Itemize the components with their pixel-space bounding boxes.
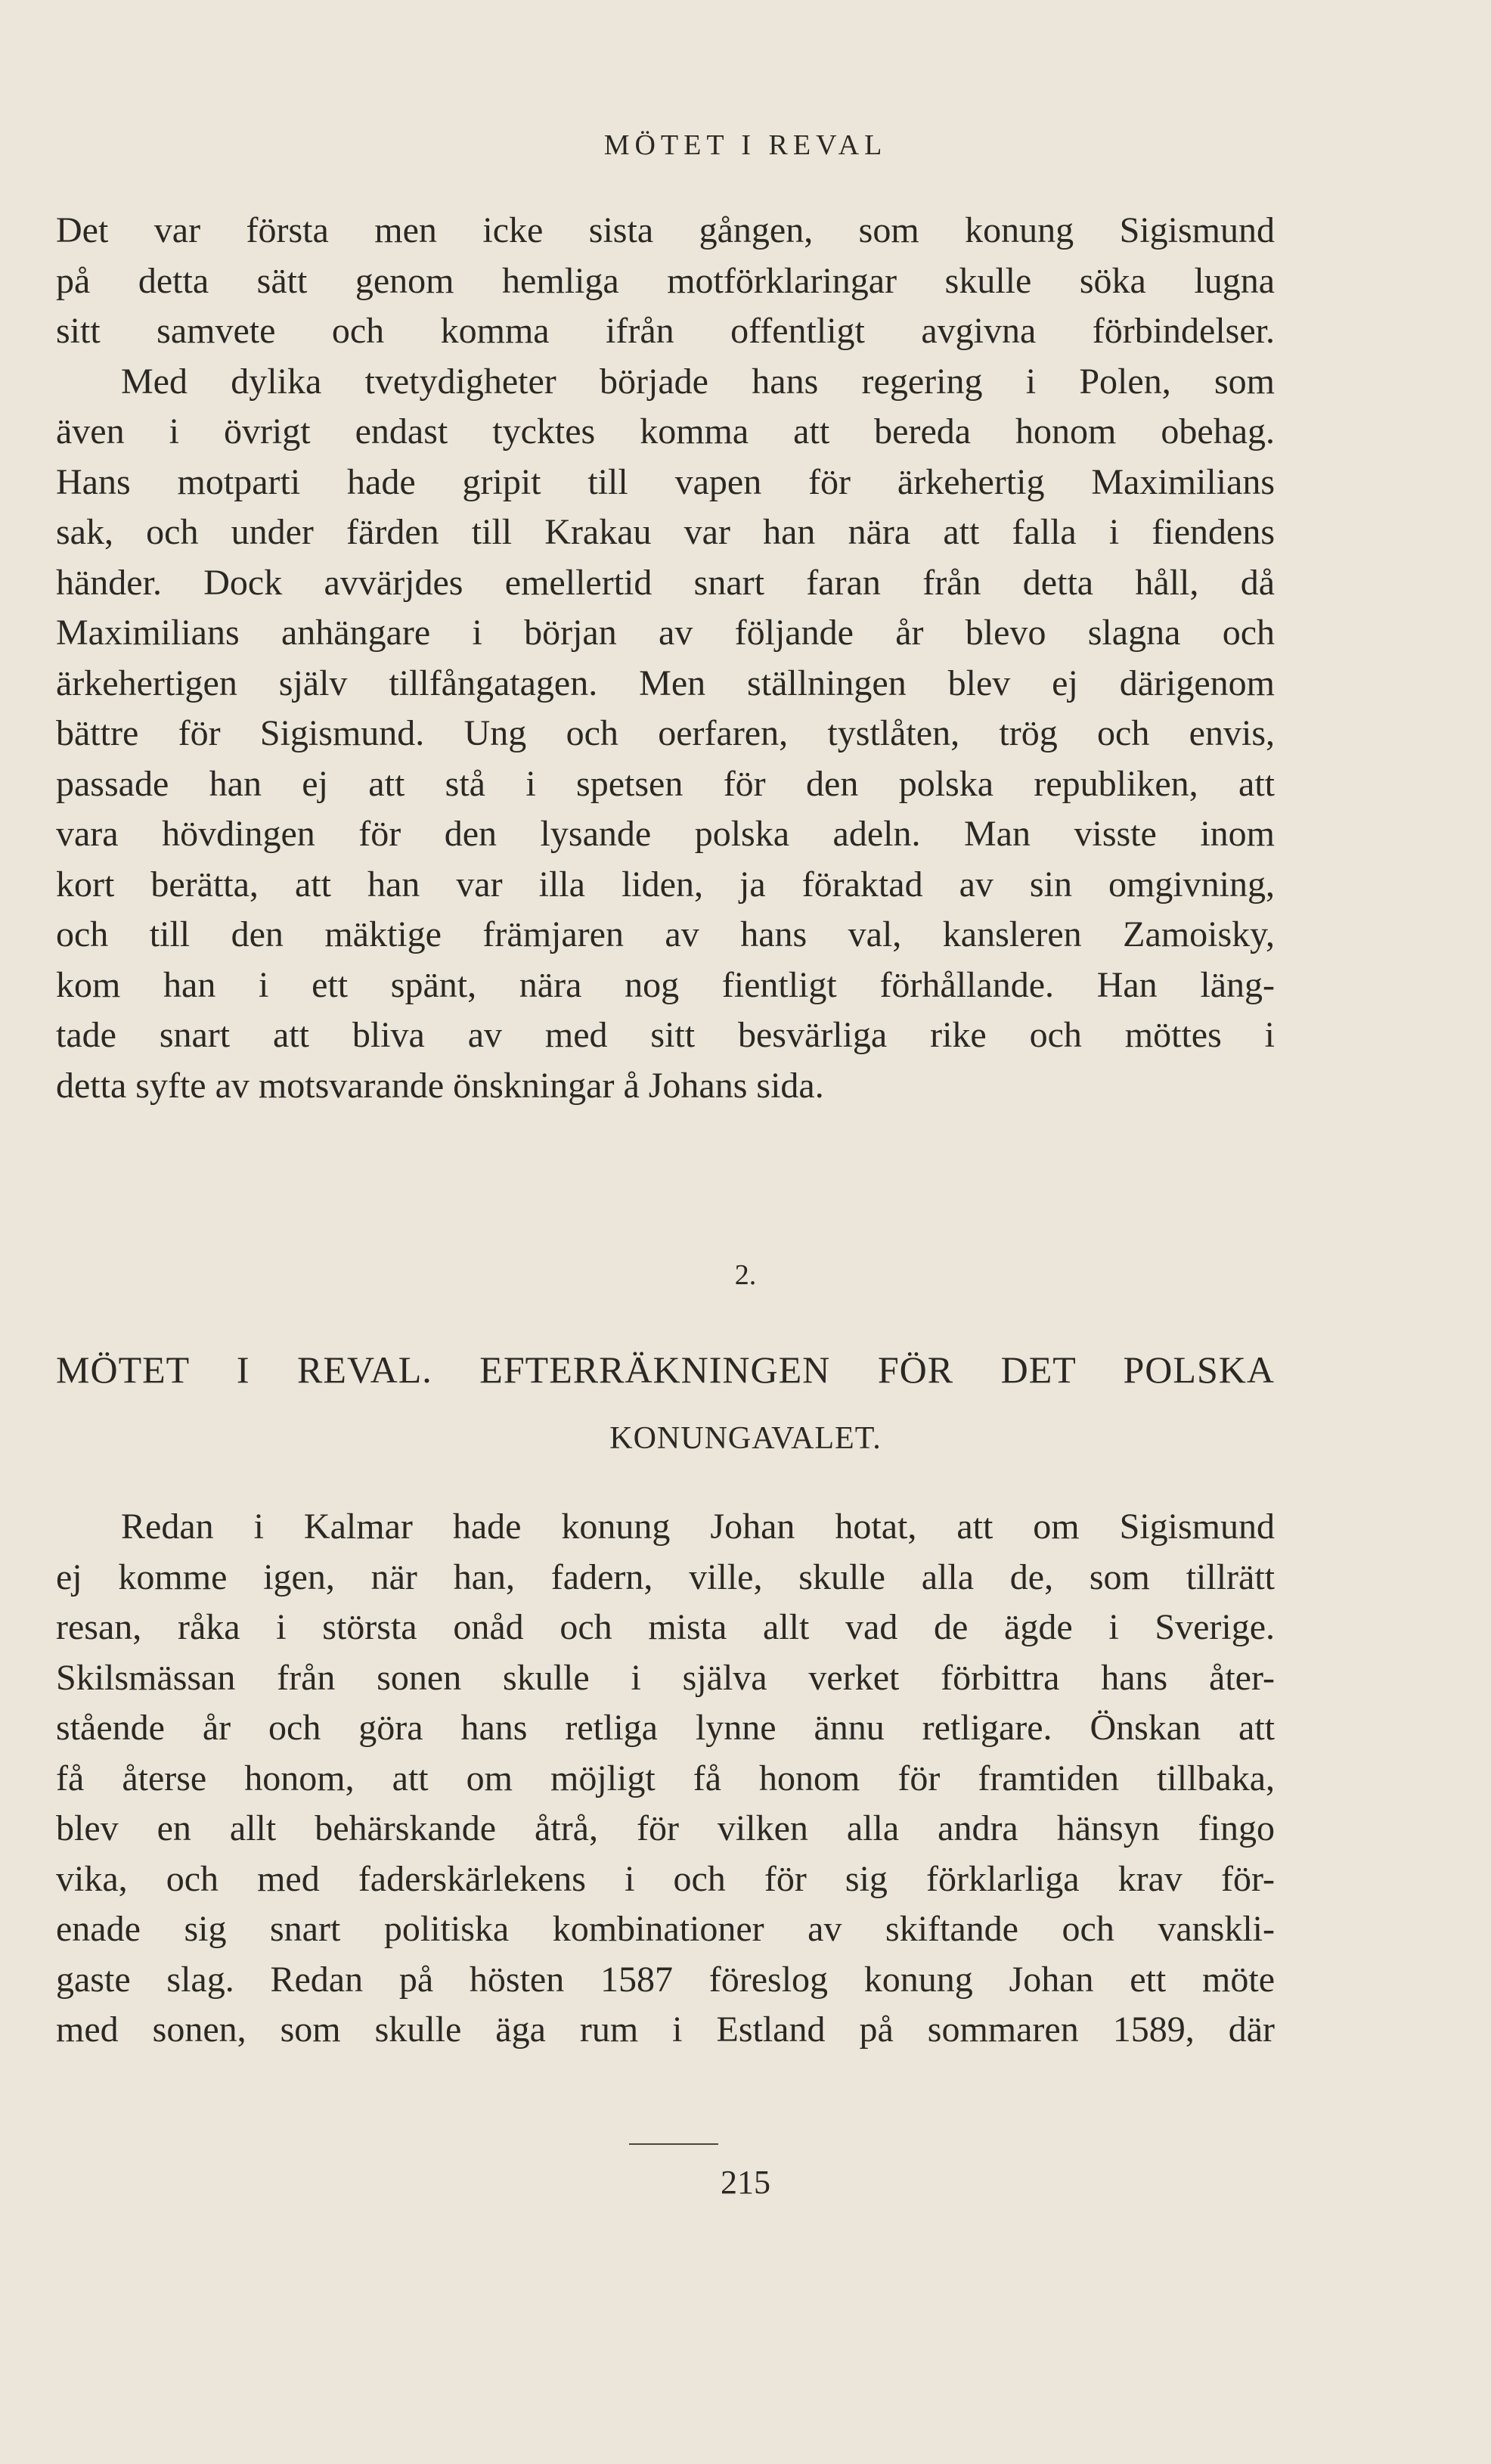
text-line: sitt samvete och komma ifrån offentligt avgivna förbindelser.: [56, 311, 1275, 351]
text-line: Det var första men icke sista gången, som konung Sigismund: [56, 210, 1275, 250]
text-line: kom han i ett spänt, nära nog fientligt förhållande. Han läng-: [56, 964, 1275, 1005]
section-heading-continued: KONUNGAVALET.: [609, 1421, 882, 1456]
section-number: 2.: [734, 1259, 757, 1291]
text-line: Hans motparti hade gripit till vapen för ärkehertig Maximilians: [56, 461, 1275, 502]
text-line: detta syfte av motsvarande önskningar å Johans sida.: [56, 1065, 824, 1106]
text-line: Redan i Kalmar hade konung Johan hotat, att om Sigismund: [121, 1507, 1275, 1547]
footer-rule: [629, 2143, 718, 2145]
text-line: vara hövdingen för den lysande polska adeln. Man visste inom: [56, 814, 1275, 854]
text-line: även i övrigt endast tycktes komma att bereda honom obehag.: [56, 411, 1275, 452]
text-line: och till den mäktige främjaren av hans val, kansleren Zamoisky,: [56, 914, 1275, 954]
section-heading: MÖTET I REVAL. EFTERRÄKNINGEN FÖR DET POLSKA: [56, 1348, 1275, 1391]
text-line: få återse honom, att om möjligt få honom för framtiden tillbaka,: [56, 1758, 1275, 1798]
text-line: Skilsmässan från sonen skulle i själva verket förbittra hans åter-: [56, 1657, 1275, 1698]
text-line: på detta sätt genom hemliga motförklaringar skulle söka lugna: [56, 260, 1275, 301]
text-line: händer. Dock avvärjdes emellertid snart faran från detta håll, då: [56, 562, 1275, 603]
text-line: Maximilians anhängare i början av följande år blevo slagna och: [56, 613, 1275, 653]
text-line: enade sig snart politiska kombinationer av skiftande och vanskli-: [56, 1909, 1275, 1949]
page-number: 215: [721, 2164, 770, 2201]
text-line: med sonen, som skulle äga rum i Estland på sommaren 1589, där: [56, 2009, 1275, 2050]
text-line: ej komme igen, när han, fadern, ville, skulle alla de, som tillrätt: [56, 1556, 1275, 1597]
text-line: resan, råka i största onåd och mista allt vad de ägde i Sverige.: [56, 1607, 1275, 1647]
text-line: tade snart att bliva av med sitt besvärliga rike och möttes i: [56, 1015, 1275, 1055]
text-line: Med dylika tvetydigheter började hans regering i Polen, som: [121, 361, 1275, 402]
running-head: MÖTET I REVAL: [603, 129, 888, 161]
text-line: kort berätta, att han var illa liden, ja föraktad av sin omgivning,: [56, 864, 1275, 905]
text-line: gaste slag. Redan på hösten 1587 föreslog konung Johan ett möte: [56, 1959, 1275, 2000]
text-line: blev en allt behärskande åtrå, för vilken alla andra hänsyn fingo: [56, 1808, 1275, 1848]
paragraph-1: [56, 206, 1275, 1111]
text-line: passade han ej att stå i spetsen för den polska republiken, att: [56, 763, 1275, 804]
text-line: vika, och med faderskärlekens i och för sig förklarliga krav för-: [56, 1858, 1275, 1899]
text-line: bättre för Sigismund. Ung och oerfaren, tystlåten, trög och envis,: [56, 713, 1275, 753]
text-line: stående år och göra hans retliga lynne ännu retligare. Önskan att: [56, 1708, 1275, 1748]
text-line: ärkehertigen själv tillfångatagen. Men ställningen blev ej därigenom: [56, 663, 1275, 703]
text-line: sak, och under färden till Krakau var han nära att falla i fiendens: [56, 512, 1275, 552]
paragraph-2: [56, 1502, 1275, 2056]
